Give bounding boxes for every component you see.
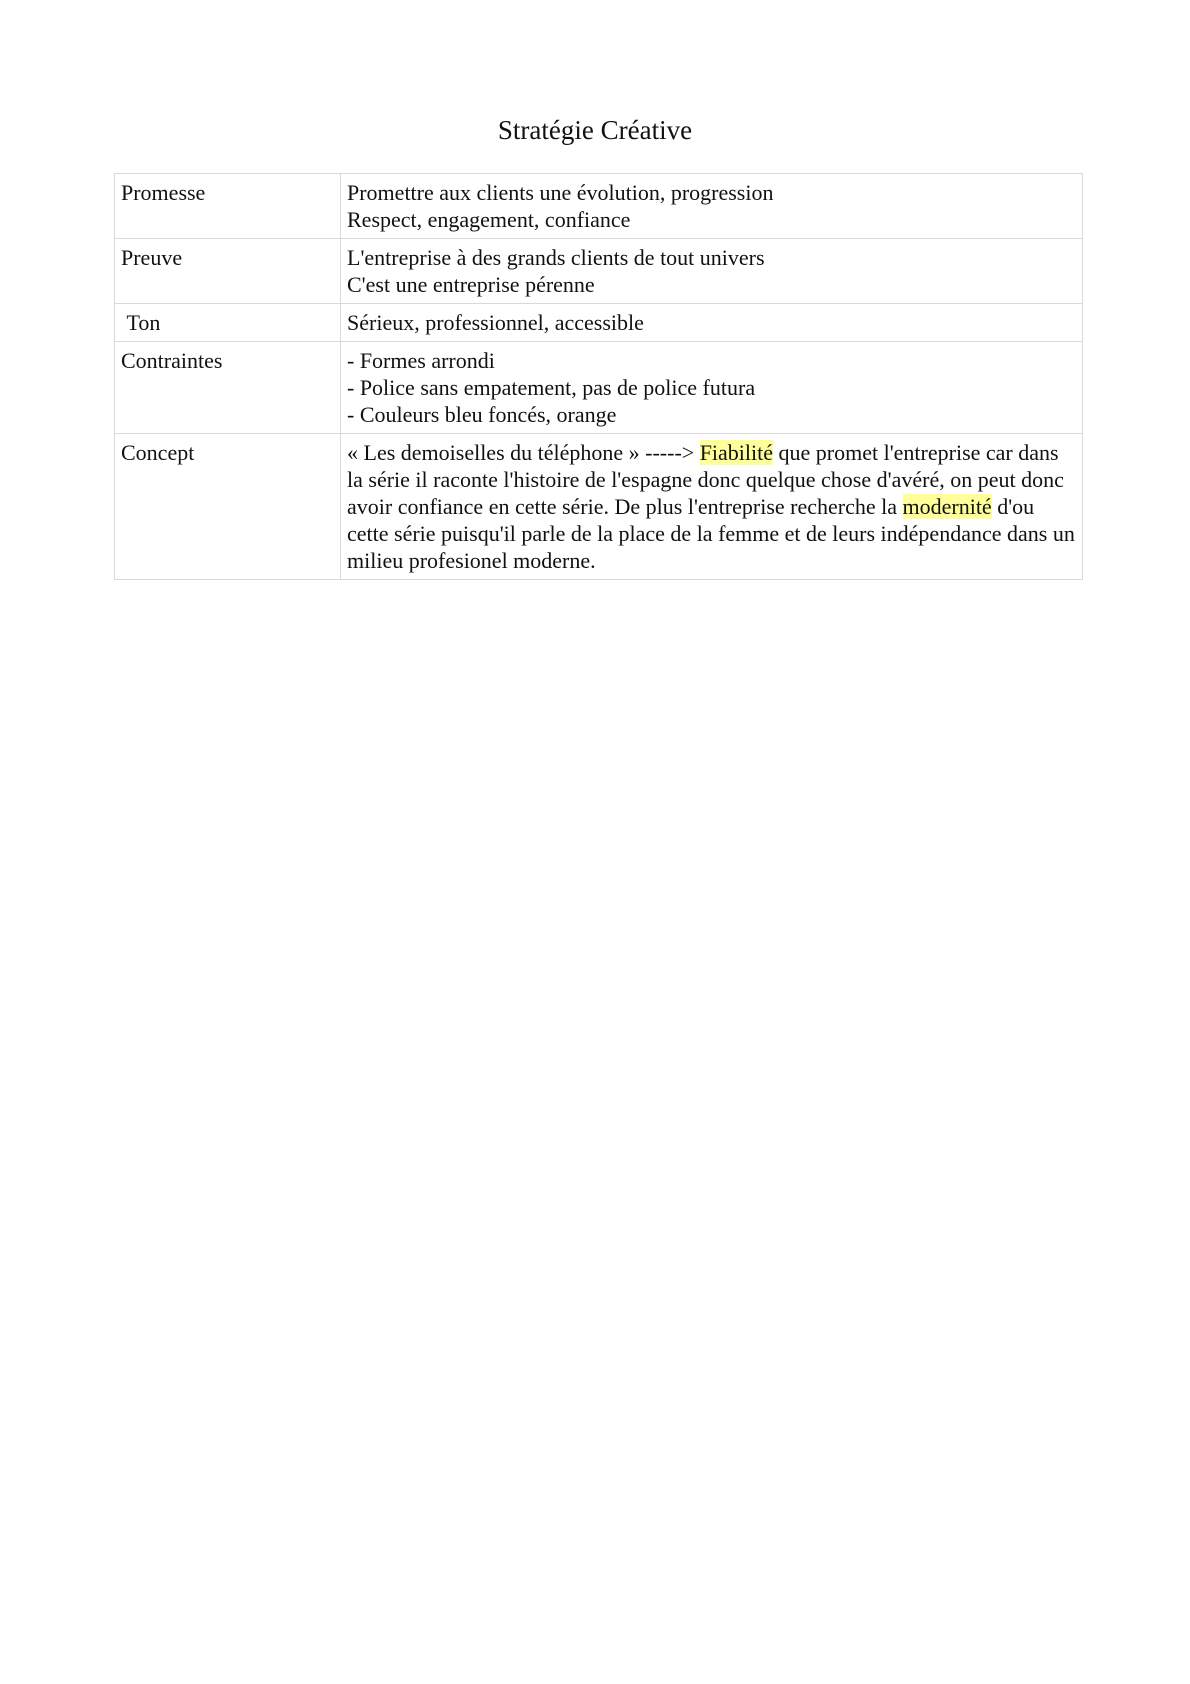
content-line: C'est une entreprise pérenne (347, 272, 595, 297)
row-label: Preuve (115, 239, 341, 304)
content-line: Respect, engagement, confiance (347, 207, 631, 232)
document-title: Stratégie Créative (497, 115, 693, 145)
row-label (115, 304, 341, 342)
content-line: Promettre aux clients une évolution, progression (347, 180, 774, 205)
row-content (341, 239, 1083, 304)
concept-paragraph (341, 434, 1083, 580)
content-line: - Couleurs bleu foncés, orange (347, 402, 617, 427)
table-row-ton (115, 304, 1083, 342)
row-label: Promesse (115, 174, 341, 239)
row-label: Concept (115, 434, 341, 580)
table-row-concept (115, 434, 1083, 580)
highlighted-keyword: modernité (902, 494, 992, 519)
row-content (341, 304, 1083, 342)
row-content (341, 174, 1083, 239)
content-line: L'entreprise à des grands clients de tout univers (347, 245, 765, 270)
concept-text: que promet l'entreprise car dans la série il raconte l'histoire de l'espagne donc quelque chose d'avéré, on peut donc avoir confiance en cette série. De plus l'entreprise recherche la (347, 440, 1064, 519)
highlighted-keyword: Fiabilité (699, 440, 774, 465)
concept-text: d'ou cette série puisqu'il parle de la place de la femme et de leurs indépendance dans un milieu profesionel moderne. (347, 494, 1075, 573)
content-line: - Formes arrondi (347, 348, 495, 373)
creative-strategy-table (114, 173, 1083, 580)
row-label: Contraintes (115, 342, 341, 434)
table-row-contraintes (115, 342, 1083, 434)
concept-text: « Les demoiselles du téléphone » -----> (347, 440, 700, 465)
row-content (341, 342, 1083, 434)
content-line: - Police sans empatement, pas de police futura (347, 375, 756, 400)
row-label-text: Ton (121, 310, 161, 335)
table-row-preuve (115, 239, 1083, 304)
content-line: Sérieux, professionnel, accessible (347, 310, 644, 335)
table-row-promesse (115, 174, 1083, 239)
